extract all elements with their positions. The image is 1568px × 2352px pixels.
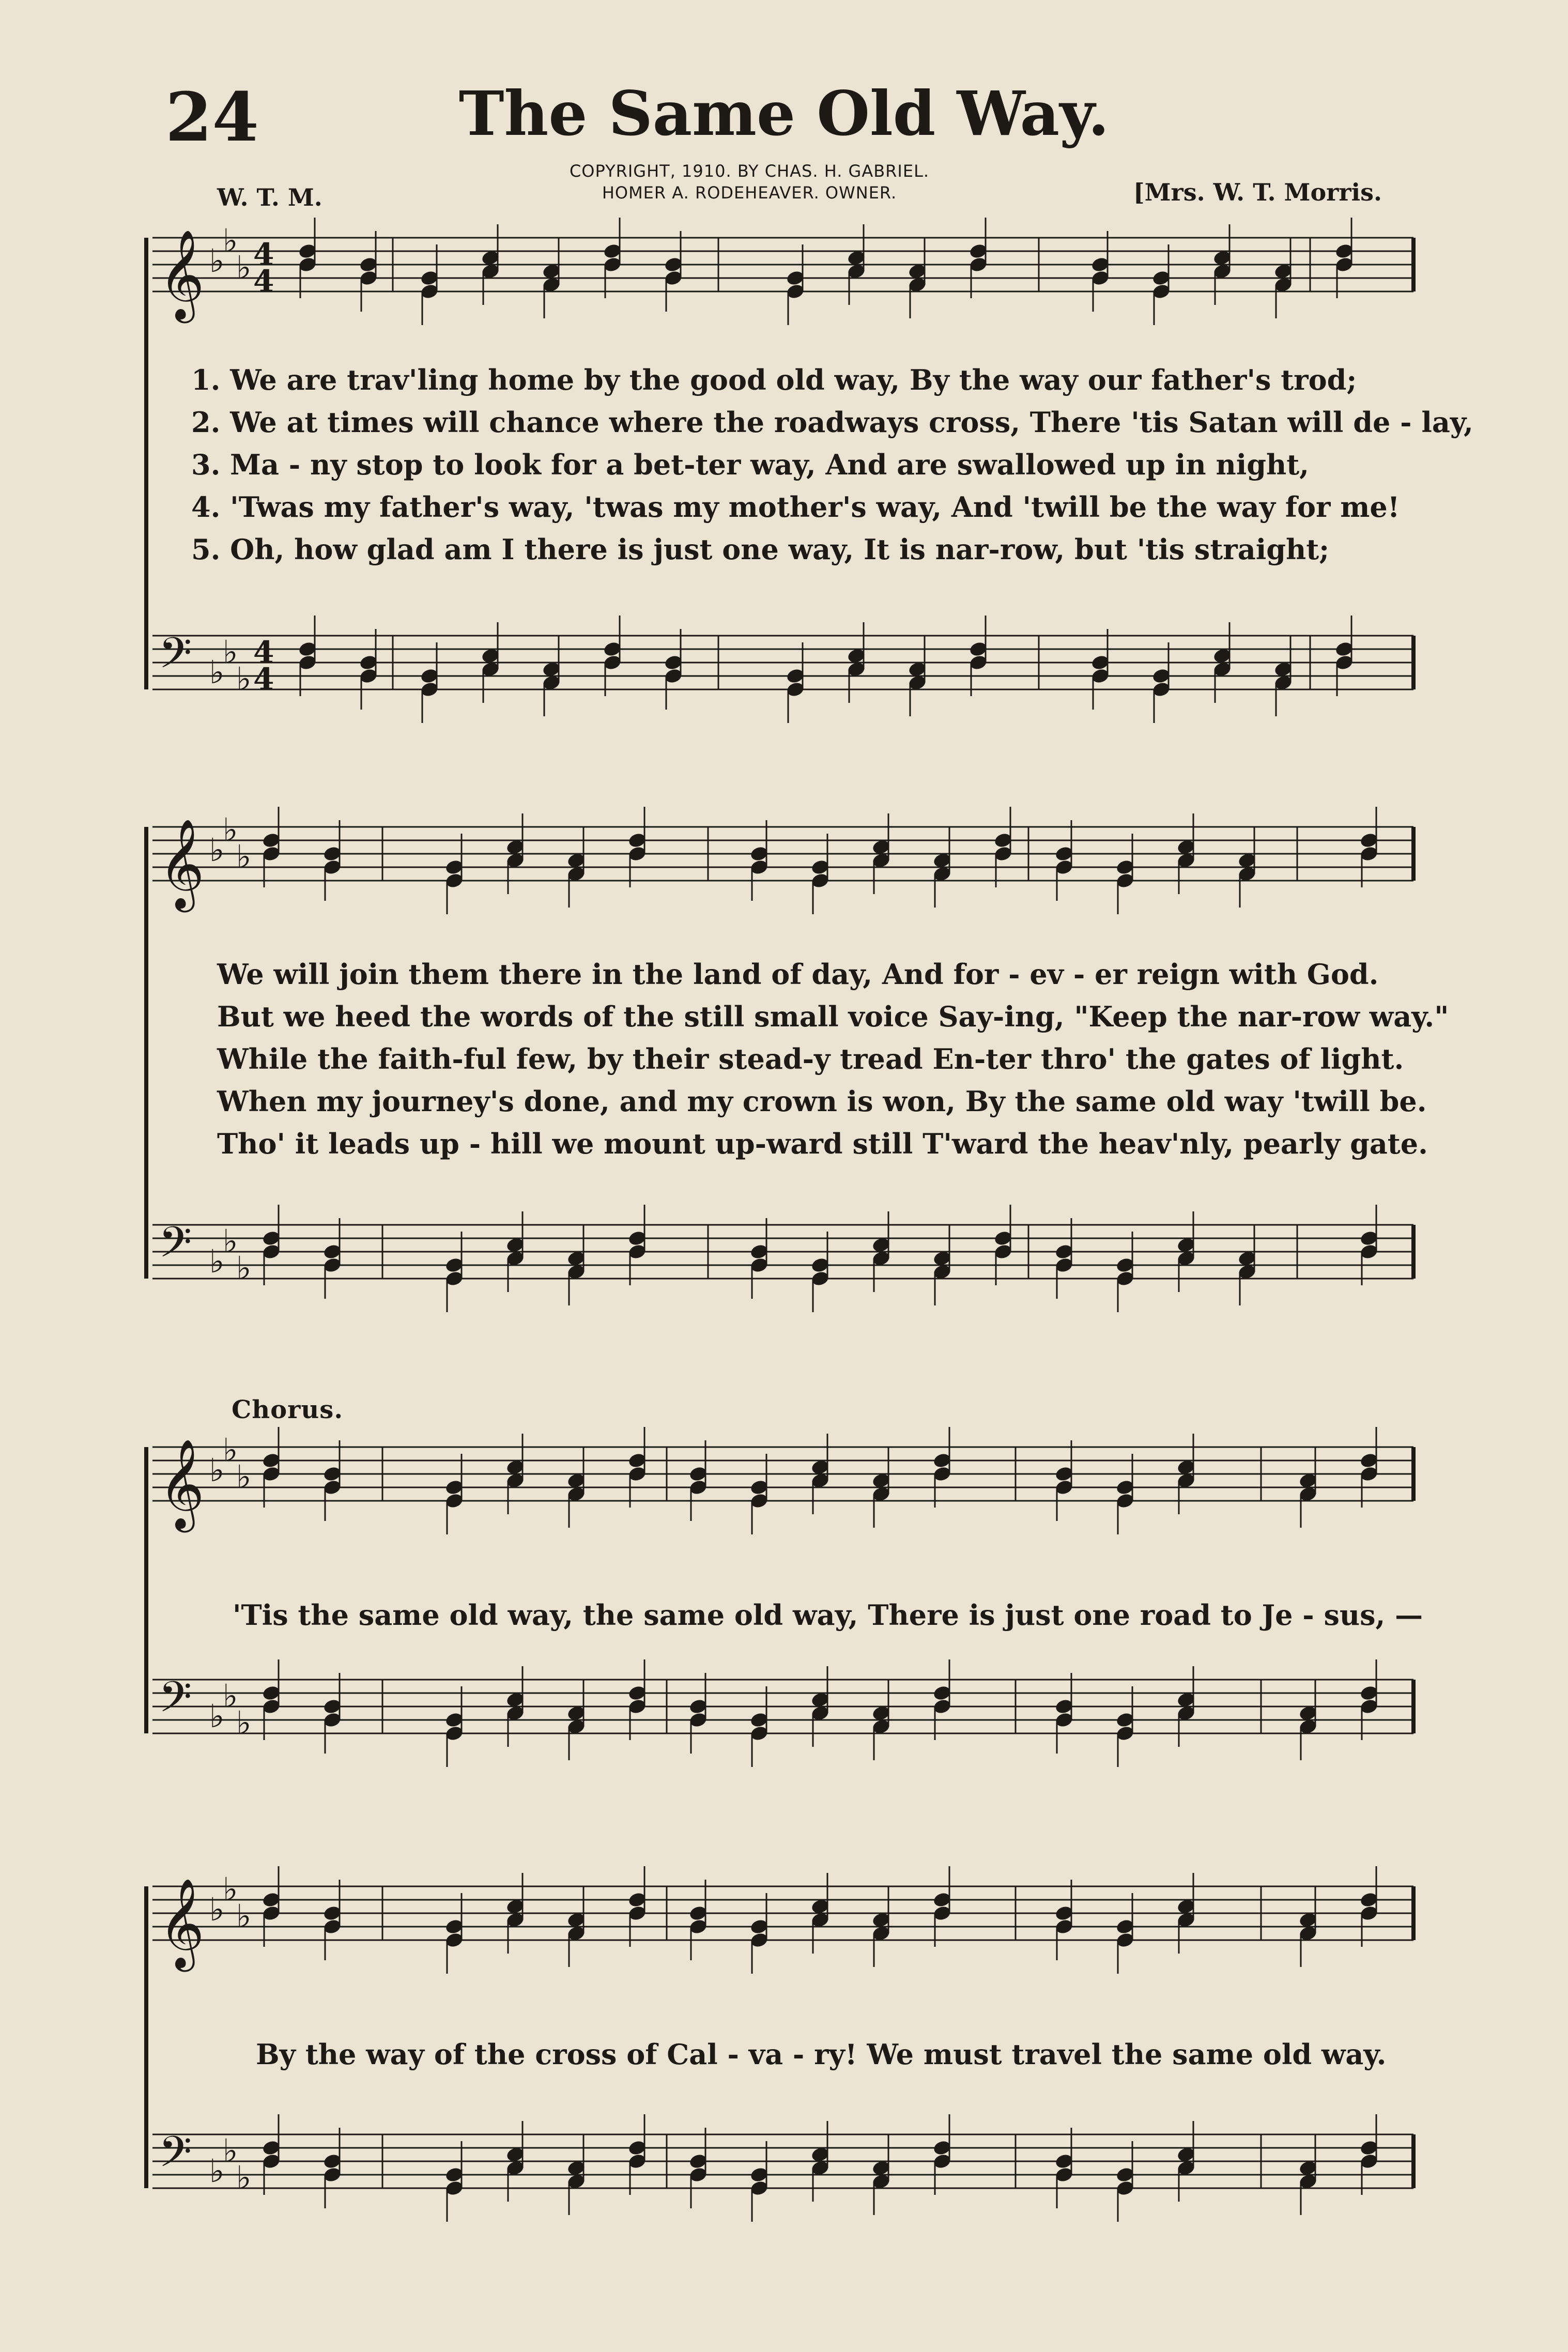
- flat-sign: ♭: [236, 1897, 252, 1935]
- chorus-line-2: By the way of the cross of Cal - va - ry! We must travel the same old way.: [256, 2038, 1387, 2071]
- flat-sign: ♭: [223, 1677, 238, 1715]
- flat-sign: ♭: [223, 222, 238, 259]
- treble-clef: 𝄞: [159, 1878, 205, 1968]
- verse-1-line-b: We will join them there in the land of day, And for - ev - er reign with God.: [217, 958, 1379, 991]
- verse-3-line-a: 3. Ma - ny stop to look for a bet-ter way, And are swallowed up in night,: [191, 448, 1309, 481]
- flat-sign: ♭: [223, 2132, 238, 2170]
- flat-sign: ♭: [223, 633, 238, 671]
- flat-sign: ♭: [209, 242, 225, 280]
- verse-3-line-b: While the faith-ful few, by their stead-y tread En-ter thro' the gates of light.: [217, 1042, 1404, 1075]
- flat-sign: ♭: [236, 249, 252, 286]
- flat-sign: ♭: [209, 2152, 225, 2190]
- verse-2-line-a: 2. We at times will chance where the roadways cross, There 'tis Satan will de - lay,: [191, 406, 1473, 439]
- flat-sign: ♭: [236, 1249, 252, 1287]
- flat-sign: ♭: [236, 1458, 252, 1496]
- flat-sign: ♭: [223, 1431, 238, 1469]
- words-author: W. T. M.: [217, 183, 322, 211]
- bass-clef: 𝄢: [159, 628, 192, 688]
- treble-clef: 𝄞: [159, 1439, 205, 1529]
- copyright-line-1: COPYRIGHT, 1910. BY CHAS. H. GABRIEL.: [569, 161, 930, 181]
- flat-sign: ♭: [209, 831, 225, 869]
- flat-sign: ♭: [209, 653, 225, 691]
- time-signature-top: 4: [253, 635, 274, 670]
- music-author: [Mrs. W. T. Morris.: [1133, 178, 1382, 206]
- bass-clef: 𝄢: [159, 2127, 192, 2187]
- verse-4-line-a: 4. 'Twas my father's way, 'twas my mother's way, And 'twill be the way for me!: [191, 490, 1400, 524]
- chorus-label: Chorus.: [232, 1395, 344, 1424]
- verse-4-line-b: When my journey's done, and my crown is won, By the same old way 'twill be.: [217, 1085, 1427, 1118]
- verse-5-line-b: Tho' it leads up - hill we mount up-ward still T'ward the heav'nly, pearly gate.: [217, 1127, 1428, 1160]
- flat-sign: ♭: [209, 1697, 225, 1735]
- flat-sign: ♭: [223, 1222, 238, 1260]
- treble-clef: 𝄞: [159, 229, 205, 319]
- flat-sign: ♭: [236, 838, 252, 875]
- flat-sign: ♭: [209, 1451, 225, 1489]
- flat-sign: ♭: [236, 1704, 252, 1742]
- bass-clef: 𝄢: [159, 1672, 192, 1732]
- verse-2-line-b: But we heed the words of the still small voice Say-ing, "Keep the nar-row way.": [217, 1000, 1449, 1033]
- flat-sign: ♭: [223, 811, 238, 849]
- flat-sign: ♭: [223, 1870, 238, 1908]
- flat-sign: ♭: [209, 1242, 225, 1280]
- chorus-line-1: 'Tis the same old way, the same old way, There is just one road to Je - sus, —: [233, 1598, 1423, 1632]
- flat-sign: ♭: [236, 2159, 252, 2196]
- flat-sign: ♭: [209, 1890, 225, 1928]
- time-signature-bottom: 4: [253, 264, 274, 299]
- hymn-number: 24: [165, 78, 259, 157]
- verse-5-line-a: 5. Oh, how glad am I there is just one way, It is nar-row, but 'tis straight;: [191, 533, 1330, 566]
- time-signature-bottom: 4: [253, 662, 274, 697]
- hymn-title: The Same Old Way.: [458, 78, 1110, 149]
- time-signature-top: 4: [253, 237, 274, 272]
- bass-clef: 𝄢: [159, 1217, 192, 1278]
- treble-clef: 𝄞: [159, 819, 205, 909]
- verse-1-line-a: 1. We are trav'ling home by the good old way, By the way our father's trod;: [191, 363, 1357, 396]
- copyright-line-2: HOMER A. RODEHEAVER. OWNER.: [602, 183, 897, 203]
- flat-sign: ♭: [236, 660, 252, 698]
